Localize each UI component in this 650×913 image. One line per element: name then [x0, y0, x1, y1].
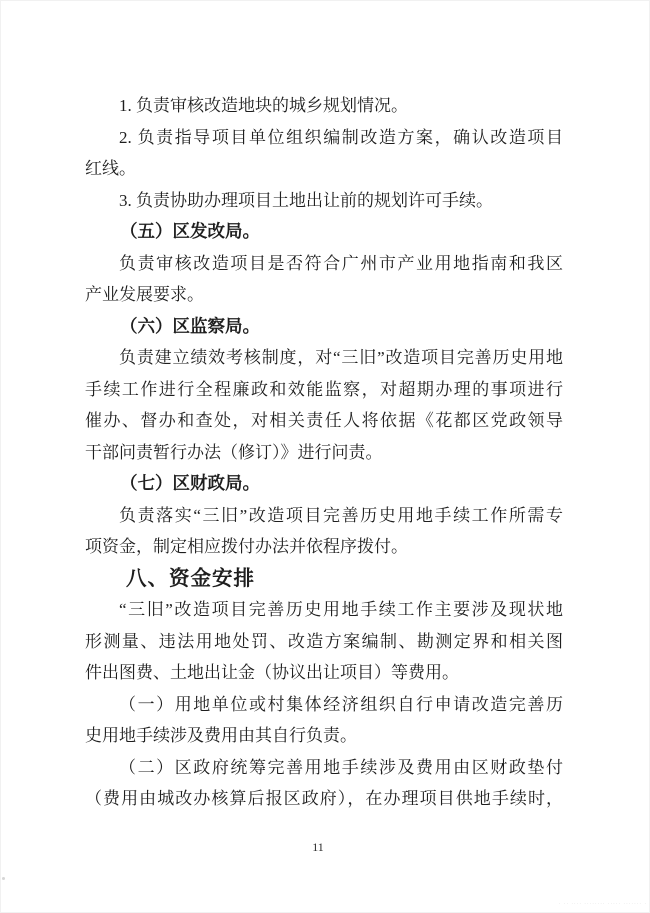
- document-line: 催办、督办和查处，对相关责任人将依据《花都区党政领导: [85, 411, 563, 430]
- document-line: 八、资金安排: [126, 566, 255, 590]
- document-line: 史用地手续涉及费用由其自行负责。: [85, 726, 357, 745]
- document-line: 产业发展要求。: [85, 285, 204, 304]
- document-line: 3. 负责协助办理项目土地出让前的规划许可手续。: [119, 190, 493, 210]
- document-body: [85, 90, 563, 815]
- document-line: 红线。: [85, 159, 136, 178]
- page-number: 11: [312, 840, 324, 854]
- document-line: 干部问责暂行办法（修订）》进行问责。: [85, 442, 383, 462]
- scan-noise-artifact: · ·· ···· ········ ····· ······· ·: [558, 902, 647, 907]
- document-line: 项资金，制定相应拨付办法并依程序拨付。: [85, 537, 408, 556]
- document-line: 1. 负责审核改造地块的城乡规划情况。: [119, 96, 408, 115]
- document-line: （六）区监察局。: [120, 315, 260, 336]
- document-line: 负责落实“三旧”改造项目完善历史用地手续工作所需专: [119, 505, 563, 525]
- document-line: （费用由城改办核算后报区政府），在办理项目供地手续时，: [85, 789, 563, 808]
- document-line: “三旧”改造项目完善历史用地手续工作主要涉及现状地: [119, 600, 563, 619]
- document-line: 负责审核改造项目是否符合广州市产业用地指南和我区: [119, 253, 563, 273]
- scan-speck-artifact: [2, 877, 5, 880]
- document-line: （五）区发改局。: [120, 221, 260, 241]
- document-line: （一）用地单位或村集体经济组织自行申请改造完善历: [119, 694, 563, 714]
- document-line: 2. 负责指导项目单位组织编制改造方案，确认改造项目: [119, 127, 563, 147]
- document-line: 形测量、违法用地处罚、改造方案编制、勘测定界和相关图: [85, 631, 563, 651]
- document-line: 负责建立绩效考核制度，对“三旧”改造项目完善历史用地: [119, 348, 563, 367]
- document-line: 件出图费、土地出让金（协议出让项目）等费用。: [85, 663, 459, 682]
- document-line: （二）区政府统筹完善用地手续涉及费用由区财政垫付: [119, 757, 563, 777]
- document-line: 手续工作进行全程廉政和效能监察，对超期办理的事项进行: [85, 379, 563, 399]
- document-line: （七）区财政局。: [120, 473, 260, 493]
